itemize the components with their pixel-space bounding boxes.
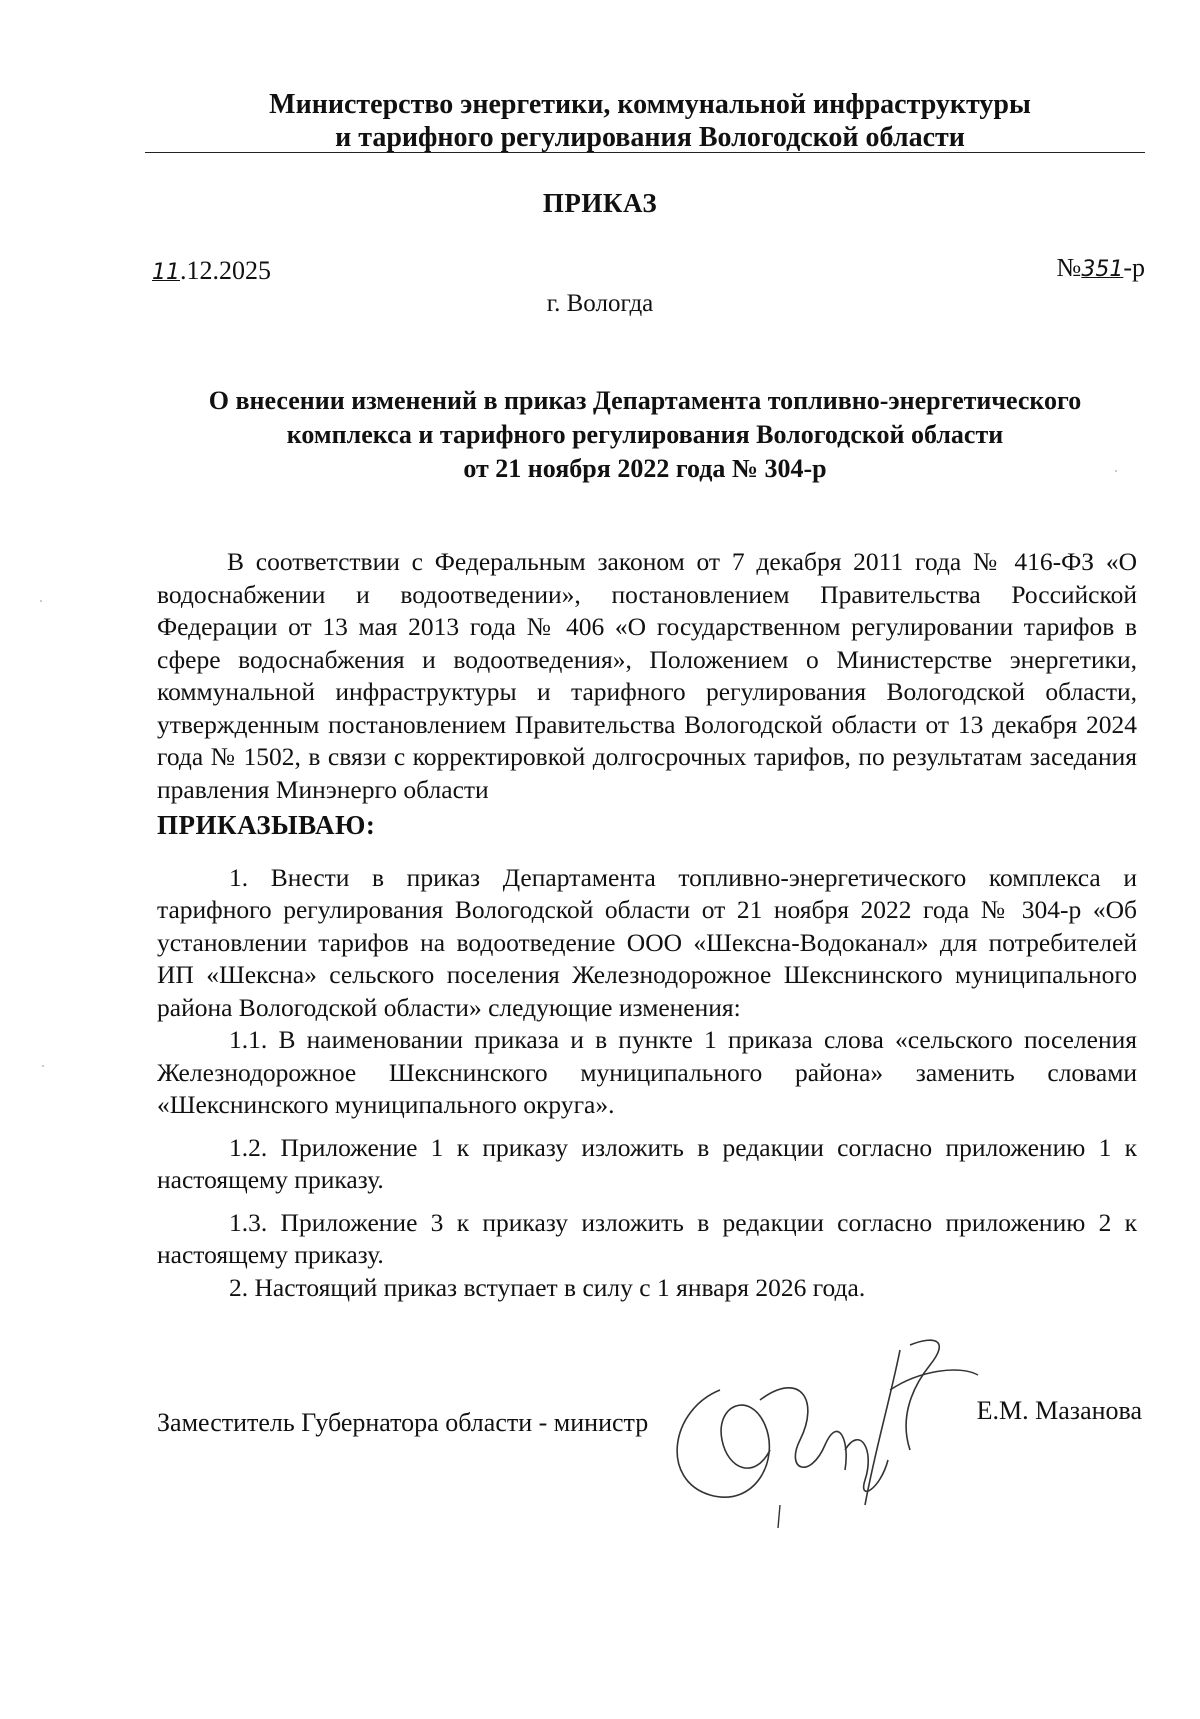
ministry-header-line1: Министерство энергетики, коммунальной инфраструктуры [269,89,1031,120]
document-city: г. Вологда [546,290,654,317]
title-line2: комплекса и тарифного регулирования Вологодской области [286,420,1004,449]
order-item-1-2: 1.2. Приложение 1 к приказу изложить в редакции согласно приложению 1 к настоящему приказу. [157,1132,1137,1194]
number-suffix: -р [1123,253,1145,282]
date-rest: .12.2025 [180,256,271,285]
document-body [157,546,1137,1304]
ministry-header [150,88,1150,154]
document-type: ПРИКАЗ [542,188,658,218]
title-line3: от 21 ноября 2022 года № 304-р [463,454,827,483]
preamble-paragraph: В соответствии с Федеральным законом от 7 декабря 2011 года № 416-ФЗ «О водоснабжении и водоотведении», постановлением Правительства Российской Федерации от 13 мая 2013 года № 406 «О государственном регулировании тарифов в сфере водоснабжения и водоотведения», Положением о Министерстве энергетики, коммунальной инфраструктуры и тарифного регулирования Вологодской области, утвержденным постановлением Правительства Вологодской области от 13 декабря 2024 года № 1502, в связи с корректировкой долгосрочных тарифов, по результатам заседания правления Минэнерго области [157,547,1137,804]
scan-speck [42,1065,44,1067]
scan-speck [40,600,42,602]
document-number [1057,253,1145,283]
handwritten-signature [660,1330,980,1530]
ministry-header-line2: и тарифного регулирования Вологодской области [335,122,965,153]
document-title [150,384,1140,486]
signatory-position: Заместитель Губернатора области - министр [157,1408,649,1437]
signatory-name: Е.М. Мазанова [976,1396,1142,1425]
date-day-handwritten: 11 [152,260,180,285]
number-handwritten: 351 [1081,257,1124,282]
order-item-1: 1. Внести в приказ Департамента топливно-энергетического комплекса и тарифного регулирования Вологодской области от 21 ноября 2022 года № 304-р «Об установлении тарифов на водоотведение ООО «Шексна-Водоканал» для потребителей ИП «Шексна» сельского поселения Железнодорожное Шекснинского муниципального района Вологодской области» следующие изменения: [157,862,1137,1022]
order-item-2: 2. Настоящий приказ вступает в силу с 1 января 2026 года. [229,1272,866,1302]
order-item-1-1: 1.1. В наименовании приказа и в пункте 1 приказа слова «сельского поселения Железнодорожное Шекснинского муниципального района» заменить словами «Шекснинского муниципального округа». [157,1025,1137,1119]
order-word: ПРИКАЗЫВАЮ: [157,810,376,840]
document-date [152,256,271,286]
number-prefix: № [1056,253,1082,282]
title-line1: О внесении изменений в приказ Департамента топливно-энергетического [208,386,1082,415]
scan-speck [1115,470,1117,472]
header-divider [145,152,1145,153]
order-item-1-3: 1.3. Приложение 3 к приказу изложить в редакции согласно приложению 2 к настоящему приказу. [157,1207,1137,1269]
